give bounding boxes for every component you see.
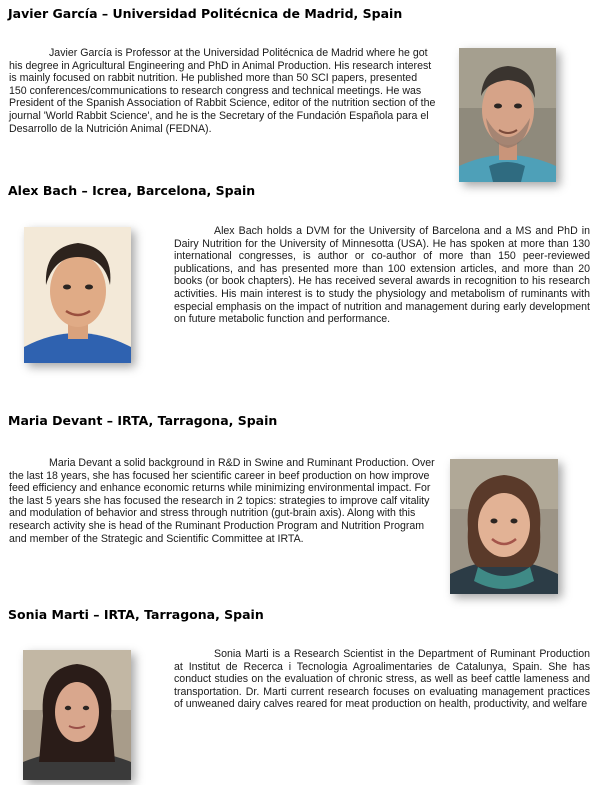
speaker-heading-sonia-marti: Sonia Marti – IRTA, Tarragona, Spain — [8, 607, 264, 622]
speaker-heading-alex-bach: Alex Bach – Icrea, Barcelona, Spain — [8, 183, 256, 198]
speaker-bio-sonia-marti: Sonia Marti is a Research Scientist in the Department of Ruminant Production at Institut de Recerca i Tecnologia Agroalimentaries de Catalunya, Spain. She has conduct studies on the evaluation of chronic stress, as well as beef cattle lameness and transportation. Dr. Marti current research focuses on evaluating management practices of unweaned dairy calves reared for meat production on health, productivity, and welfare — [174, 648, 590, 711]
speaker-photo-maria-devant — [450, 459, 558, 594]
speaker-heading-javier-garcia: Javier García – Universidad Politécnica de Madrid, Spain — [8, 6, 403, 21]
speaker-photo-sonia-marti — [23, 650, 131, 780]
speaker-bio-alex-bach: Alex Bach holds a DVM for the University of Barcelona and a MS and PhD in Dairy Nutrition for the University of Minnesotta (USA). He has spoken at more than 130 international congresses, is author or co-author of more than 150 peer-reviewed publications, and has presented more than 100 extension articles, and more than 20 books (or book chapters). He has received several awards in recognition to his research activities. His main interest is to study the physiology and metabolism of ruminants with especial emphasis on the impact of nutrition and management during early development on future metabolic function and performance. — [174, 225, 590, 326]
speaker-heading-maria-devant: Maria Devant – IRTA, Tarragona, Spain — [8, 413, 278, 428]
speaker-bio-maria-devant: Maria Devant a solid background in R&D in Swine and Ruminant Production. Over the last 18 years, she has focused her scientific career in beef production on how improve feed efficiency and enhance economic returns while minimizing environmental impact. For the last 5 years she has focused the research in 2 topics: strategies to improve calf vitality and modulation of behavior and stress through nutrition (gut-brain axis). Along with this research activity she is head of the Ruminant Production Program and Nutrition Program and member of the Strategic and Scientific Committee at IRTA. — [9, 457, 435, 545]
speaker-photo-alex-bach — [24, 227, 131, 363]
speaker-bio-javier-garcia: Javier García is Professor at the Universidad Politécnica de Madrid where he got his degree in Agricultural Engineering and PhD in Animal Production. His research interest is mainly focused on rabbit nutrition. He published more than 50 SCI papers, presented 150 conferences/communications to research congress and technical meetings. He was President of the Spanish Association of Rabbit Science, editor of the nutrition section of the journal 'World Rabbit Science', and he is the Secretary of the Fundación Española para el Desarrollo de la Nutrición Animal (FEDNA). — [9, 47, 436, 135]
speaker-photo-javier-garcia — [459, 48, 556, 182]
